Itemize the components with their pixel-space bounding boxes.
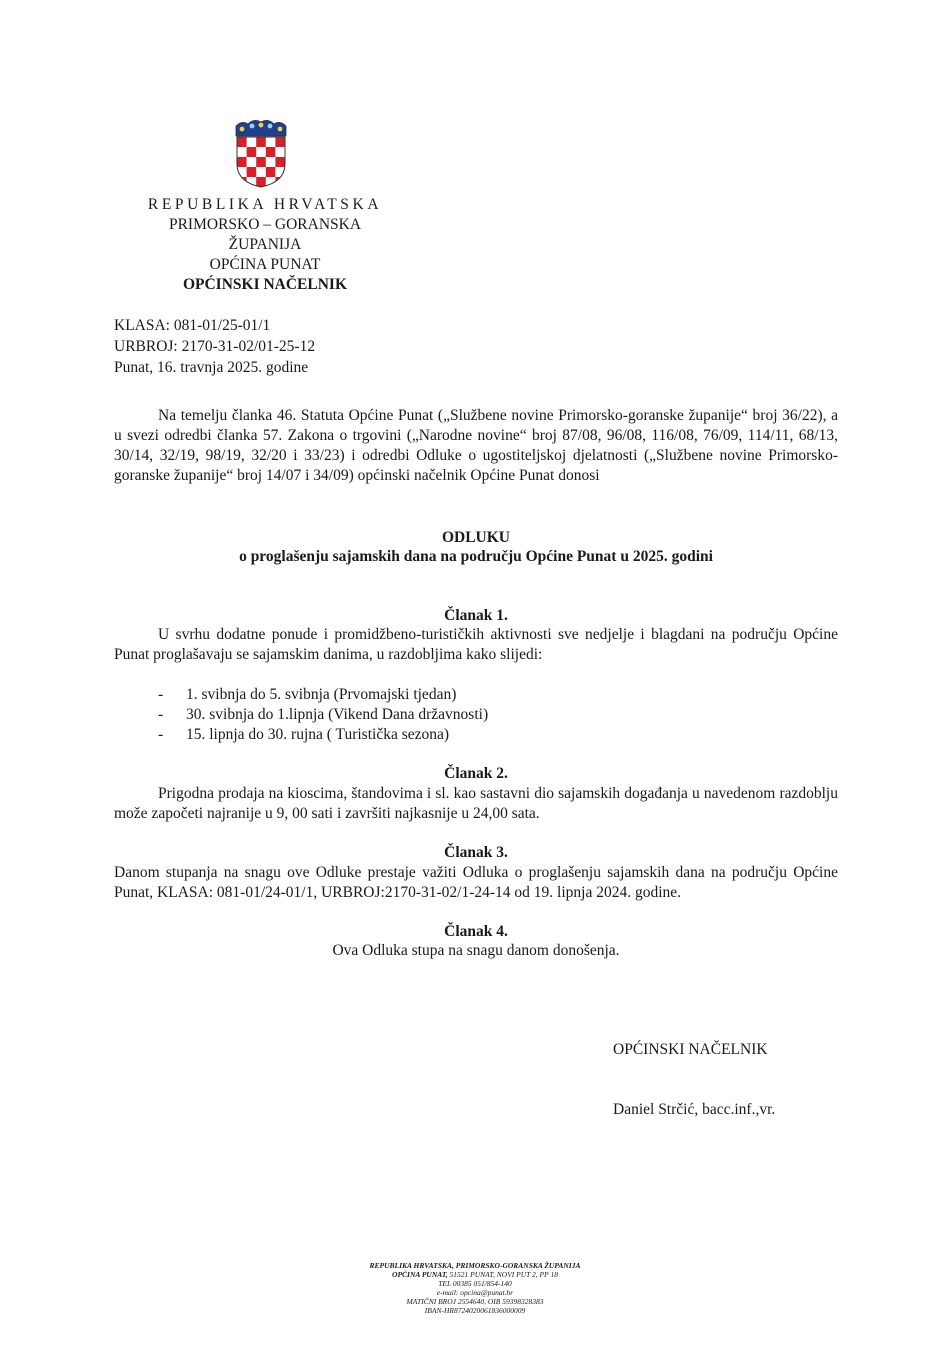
decision-title: ODLUKU: [441, 529, 511, 546]
place-date-line: Punat, 16. travnja 2025. godine: [114, 359, 309, 376]
list-item: [114, 705, 838, 725]
header-county: PRIMORSKO – GORANSKA: [168, 216, 362, 233]
signature-role: OPĆINSKI NAČELNIK: [613, 1041, 768, 1058]
period-text: 15. lipnja do 30. rujna ( Turistička sezona): [186, 726, 450, 743]
header-office: OPĆINSKI NAČELNIK: [182, 276, 348, 293]
footer-email: e-mail: opcina@punat.hr: [436, 1288, 514, 1297]
article-3-text: Danom stupanja na snagu ove Odluke prestaje važiti Odluka o proglašenju sajamskih dana na području Općine Punat, KLASA: 081-01/24-01/1, URBROJ:2170-31-02/1-24-14 od 19. lipnja 2024. godine.: [114, 864, 838, 901]
periods-list: [114, 685, 838, 745]
footer-municipality: OPĆINA PUNAT,: [392, 1270, 448, 1279]
signature-name: Daniel Strčić, bacc.inf.,vr.: [613, 1101, 776, 1118]
header-municipality: OPĆINA PUNAT: [209, 256, 321, 273]
article-1-text: U svrhu dodatne ponude i promidžbeno-turističkih aktivnosti sve nedjelje i blagdani na području Općine Punat proglašavaju se sajamskim danima, u razdobljima kako slijedi:: [114, 626, 838, 663]
list-item: [114, 725, 838, 745]
article-4-heading: Članak 4.: [444, 923, 508, 940]
footer-line-2: [300, 1270, 650, 1279]
list-dash: -: [158, 686, 164, 703]
footer-phone: TEL 00385 051/854-140: [438, 1279, 512, 1288]
coat-of-arms-icon: [232, 116, 290, 188]
list-item: [114, 685, 838, 705]
article-1-heading: Članak 1.: [444, 607, 508, 624]
klasa-line: KLASA: 081-01/25-01/1: [114, 317, 271, 334]
article-2-heading: Članak 2.: [444, 765, 508, 782]
urbroj-line: URBROJ: 2170-31-02/01-25-12: [114, 338, 316, 355]
list-dash: -: [158, 726, 164, 743]
footer-iban: IBAN-HR8724020061836000009: [424, 1306, 526, 1315]
header-republic: REPUBLIKA HRVATSKA: [147, 196, 383, 213]
decision-subtitle: o proglašenju sajamskih dana na području Općine Punat u 2025. godini: [239, 548, 713, 565]
period-text: 30. svibnja do 1.lipnja (Vikend Dana državnosti): [186, 706, 489, 723]
footer-line-1: REPUBLIKA HRVATSKA, PRIMORSKO-GORANSKA ŽUPANIJA: [369, 1261, 581, 1270]
article-2-text: Prigodna prodaja na kioscima, štandovima i sl. kao sastavni dio sajamskih događanja u navedenom razdoblju može započeti najranije u 9, 00 sati i završiti najkasnije u 24,00 sata.: [114, 785, 838, 822]
preamble-paragraph: Na temelju članka 46. Statuta Općine Punat („Službene novine Primorsko-goranske županije“ broj 36/22), a u svezi odredbi članka 57. Zakona o trgovini („Narodne novine“ broj 87/08, 96/08, 116/08, 76/09, 114/11, 68/13, 30/14, 32/19, 98/19, 32/20 i 33/23) i odredbi Odluke o ugostiteljskoj djelatnosti („Službene novine Primorsko-goranske županije“ broj 14/07 i 34/09) općinski načelnik Općine Punat donosi: [114, 407, 838, 484]
header-county-word: ŽUPANIJA: [228, 236, 302, 253]
period-text: 1. svibnja do 5. svibnja (Prvomajski tjedan): [186, 686, 457, 703]
footer-address: 51521 PUNAT, NOVI PUT 2, PP 18: [447, 1270, 558, 1279]
article-3-heading: Članak 3.: [444, 844, 508, 861]
list-dash: -: [158, 706, 164, 723]
article-4-text: Ova Odluka stupa na snagu danom donošenja.: [332, 942, 620, 959]
footer-ids: MATIČNI BROJ 2554640, OIB 59398328383: [406, 1297, 544, 1306]
